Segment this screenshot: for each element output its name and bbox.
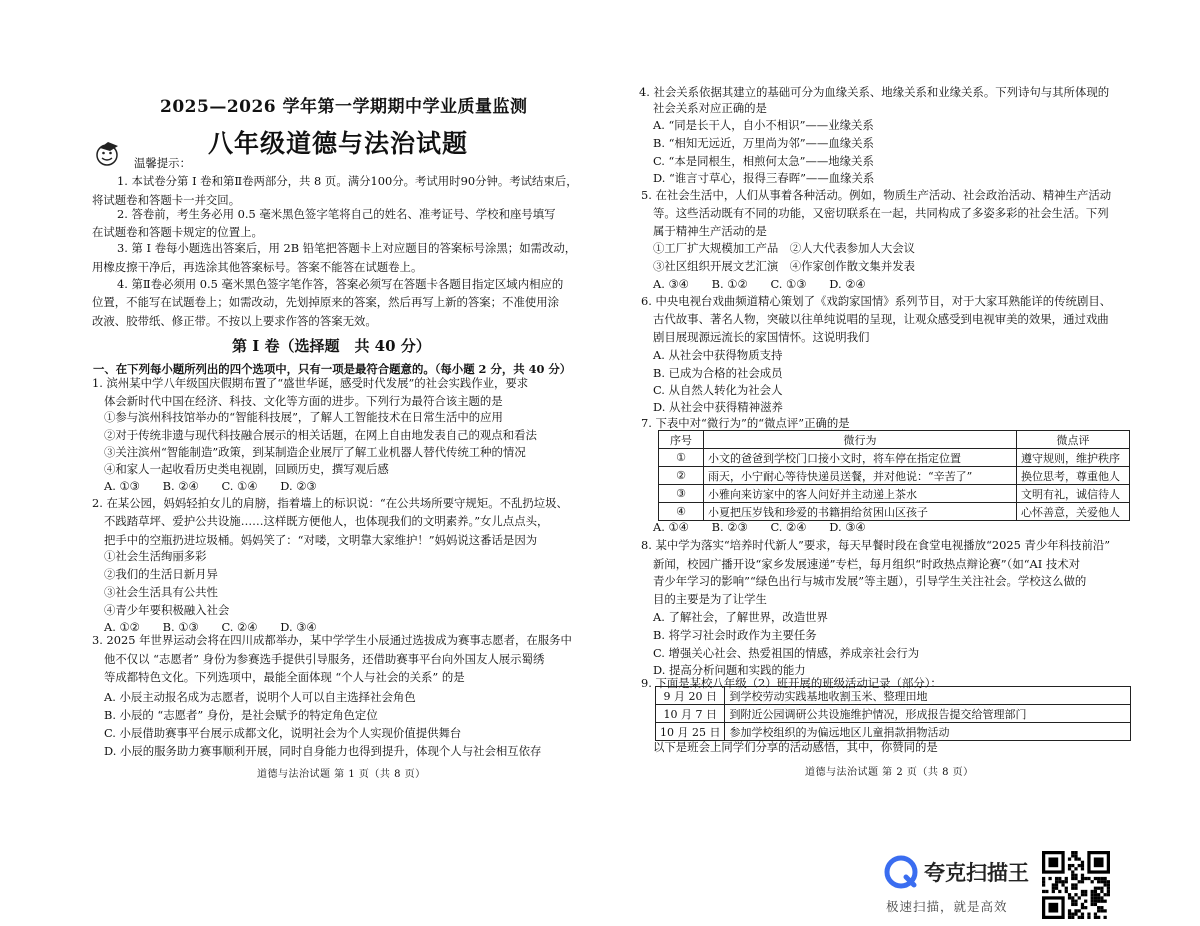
- question-line: 8. 某中学为落实“培养时代新人”要求，每天早餐时段在食堂电视播放“2025 青少年科技前沿”: [641, 538, 1111, 552]
- question-line: 体会新时代中国在经济、科技、文化等方面的进步。下列行为最符合该主题的是: [104, 394, 503, 408]
- question-line: 等。这些活动既有不同的功能，又密切联系在一起，共同构成了多姿多彩的社会生活。下列: [653, 206, 1109, 220]
- page-footer: 道德与法治试题 第 1 页（共 8 页）: [257, 769, 426, 780]
- table-cell: 小文的爸爸到学校门口接小文时，将车停在指定位置: [704, 449, 1017, 467]
- question-line: C. 从自然人转化为社会人: [653, 383, 783, 397]
- question-line: 以下是班会上同学们分享的活动感悟，其中，你赞同的是: [653, 740, 938, 754]
- table-cell: 小雅向来访家中的客人问好并主动递上茶水: [704, 485, 1017, 503]
- tip-line: 位置，不能写在试题卷上；如需改动，先划掉原来的答案，然后再写上新的答案；不准使用涂: [92, 295, 560, 309]
- qr-code-icon: [1042, 851, 1110, 919]
- subject-title: 八年级道德与法治试题: [208, 129, 469, 158]
- question-line: B. 小辰的 “志愿者” 身份，是社会赋予的特定角色定位: [104, 708, 378, 722]
- question-line: ②我们的生活日新月异: [104, 567, 218, 581]
- question-line: D. “谁言寸草心，报得三春晖”——血缘关系: [653, 171, 875, 185]
- question-line: ③关注滨州“智能制造”政策，到某制造企业展厅了解工业机器人替代传统工种的情况: [104, 445, 526, 459]
- table-cell: 到学校劳动实践基地收割玉米、整理田地: [725, 687, 1131, 705]
- question-line: D. 从社会中获得精神滋养: [653, 400, 783, 414]
- question-line: ②对于传统非遗与现代科技融合展示的相关话题，在网上自由地发表自己的观点和看法: [104, 428, 537, 442]
- question-line: 把手中的空瓶扔进垃圾桶。妈妈笑了：“对喽，文明靠大家维护！”妈妈说这番话是因为: [104, 533, 538, 547]
- table-row: [656, 687, 1131, 705]
- scanner-logo-icon: [884, 855, 918, 889]
- question-line: A. “同是长干人，自小不相识”——业缘关系: [653, 118, 874, 132]
- scanner-slogan: 极速扫描，就是高效: [886, 899, 1008, 914]
- table-cell: 心怀善意，关爱他人: [1017, 503, 1130, 521]
- question-line: B. 将学习社会时政作为主要任务: [653, 628, 817, 642]
- question-line: ①参与滨州科技馆举办的“智能科技展”，了解人工智能技术在日常生活中的应用: [104, 410, 503, 424]
- question-line: 5. 在社会生活中，人们从事着各种活动。例如，物质生产活动、社会政治活动、精神生产活动: [641, 188, 1112, 202]
- table-q9: [655, 686, 1131, 741]
- table-row: [659, 449, 1130, 467]
- question-line: B. 已成为合格的社会成员: [653, 366, 783, 380]
- smiley-icon: [94, 140, 122, 168]
- question-line: ③社会生活具有公共性: [104, 585, 218, 599]
- question-line: 社会关系对应正确的是: [653, 101, 767, 115]
- table-row: [659, 485, 1130, 503]
- table-header: 序号: [659, 431, 704, 449]
- page-2: [600, 0, 1200, 926]
- question-line: 4. 社会关系依据其建立的基础可分为血缘关系、地缘关系和业缘关系。下列诗句与其所体现的: [639, 85, 1110, 99]
- table-cell: ①: [659, 449, 704, 467]
- question-line: A. ①② B. ①③ C. ②④ D. ③④: [104, 620, 317, 634]
- question-line: A. 了解社会，了解世界，改造世界: [653, 610, 828, 624]
- question-line: 目的主要是为了让学生: [653, 592, 767, 606]
- question-line: C. 增强关心社会、热爱祖国的情感，养成亲社会行为: [653, 646, 920, 660]
- question-line: A. 小辰主动报名成为志愿者，说明个人可以自主选择社会角色: [104, 690, 416, 704]
- table-cell: ④: [659, 503, 704, 521]
- table-cell: 小夏把压岁钱和珍爱的书籍捐给贫困山区孩子: [704, 503, 1017, 521]
- question-line: 3. 2025 年世界运动会将在四川成都举办，某中学学生小辰通过选拔成为赛事志愿者，在服务中: [92, 633, 572, 647]
- table-cell: 雨天，小宁耐心等待快递员送餐，并对他说：“辛苦了”: [704, 467, 1017, 485]
- question-line: D. 提高分析问题和实践的能力: [653, 663, 806, 677]
- table-cell: ②: [659, 467, 704, 485]
- table-q7: [658, 430, 1130, 521]
- question-line: 属于精神生产活动的是: [653, 224, 767, 238]
- question-line: A. ①③ B. ②④ C. ①④ D. ②③: [104, 479, 317, 493]
- question-line: 青少年学习的影响”“绿色出行与城市发展”等主题），引导学生关注社会。学校这么做的: [653, 574, 1087, 588]
- question-line: 1. 滨州某中学八年级国庆假期布置了“盛世华诞，感受时代发展”的社会实践作业，要求: [92, 376, 529, 390]
- table-cell: 10 月 7 日: [656, 705, 725, 723]
- exam-header-line: 2025—2026 学年第一学期期中学业质量监测: [160, 97, 528, 117]
- table-cell: 到附近公园调研公共设施维护情况，形成报告提交给管理部门: [725, 705, 1131, 723]
- question-line: 剧目展现源远流长的家国情怀。这说明我们: [653, 330, 870, 344]
- tip-line: 用橡皮擦干净后，再选涂其他答案标号。答案不能答在试题卷上。: [92, 260, 423, 274]
- tip-line: 改液、胶带纸、修正带。不按以上要求作答的答案无效。: [92, 314, 377, 328]
- question-line: C. “本是同根生，相煎何太急”——地缘关系: [653, 154, 874, 168]
- page-footer: 道德与法治试题 第 2 页（共 8 页）: [805, 767, 974, 778]
- table-cell: 遵守规则，维护秩序: [1017, 449, 1130, 467]
- question-line: ④和家人一起收看历史类电视剧，回顾历史，撰写观后感: [104, 462, 389, 476]
- tip-line: 在试题卷和答题卡规定的位置上。: [92, 225, 263, 239]
- tip-line: 4. 第Ⅱ卷必须用 0.5 毫米黑色签字笔作答，答案必须写在答题卡各题目指定区域内相应的: [117, 277, 564, 291]
- question-line: 他不仅以 “志愿者” 身份为参赛选手提供引导服务，还借助赛事平台向外国友人展示蜀绣: [104, 652, 545, 666]
- question-line: ④青少年要积极融入社会: [104, 603, 230, 617]
- tip-line: 2. 答卷前，考生务必用 0.5 毫米黑色签字笔将自己的姓名、准考证号、学校和座号填写: [117, 207, 556, 221]
- table-row: [656, 705, 1131, 723]
- question-line: A. 从社会中获得物质支持: [653, 348, 783, 362]
- table-cell: 换位思考，尊重他人: [1017, 467, 1130, 485]
- table-row: [659, 467, 1130, 485]
- question-line: 7. 下表中对“微行为”的“微点评”正确的是: [641, 416, 850, 430]
- question-line: 2. 在某公园，妈妈轻拍女儿的肩膀，指着墙上的标识说：“在公共场所要守规矩。不乱扔垃圾、: [92, 496, 568, 510]
- question-line: B. “相知无远近，万里尚为邻”——血缘关系: [653, 136, 874, 150]
- question-line: ③社区组织开展文艺汇演 ④作家创作散文集并发表: [653, 259, 915, 273]
- table-cell: 10 月 25 日: [656, 723, 725, 741]
- question-line: A. ①④ B. ②③ C. ②④ D. ③④: [653, 520, 866, 534]
- question-line: 新闻，校园广播开设“家乡发展速递”专栏，每月组织“时政热点辩论赛”（如“AI 技术对: [653, 557, 1081, 571]
- question-line: 等成都特色文化。下列选项中，最能全面体现 “个人与社会的关系” 的是: [104, 670, 465, 684]
- question-line: A. ③④ B. ①② C. ①③ D. ②④: [653, 277, 866, 291]
- tips-title: 温馨提示：: [134, 156, 191, 170]
- scanner-brand: 夸克扫描王: [924, 861, 1029, 885]
- tip-line: 将试题卷和答题卡一并交回。: [92, 193, 241, 207]
- table-cell: 参加学校组织的为偏远地区儿童捐款捐物活动: [725, 723, 1131, 741]
- table-cell: ③: [659, 485, 704, 503]
- tip-line: 3. 第 I 卷每小题选出答案后，用 2B 铅笔把答题卡上对应题目的答案标号涂黑；如需改动，: [117, 241, 577, 255]
- question-line: 不践踏草坪、爱护公共设施……这样既方便他人，也体现我们的文明素养。”女儿点点头，: [104, 514, 549, 528]
- question-line: 6. 中央电视台戏曲频道精心策划了《戏韵家国情》系列节目，对于大家耳熟能详的传统剧目、: [641, 294, 1112, 308]
- tip-line: 1. 本试卷分第 I 卷和第Ⅱ卷两部分，共 8 页。满分100分。考试用时90分钟。考试结束后，: [117, 174, 578, 188]
- part-instruction: 一、在下列每小题所列出的四个选项中，只有一项是最符合题意的。（每小题 2 分，共 40 分）: [93, 362, 572, 376]
- question-line: 古代故事、著名人物，突破以往单纯说唱的呈现，让观众感受到电视审美的效果，通过戏曲: [653, 312, 1109, 326]
- scanner-watermark: [884, 851, 1034, 921]
- question-line: D. 小辰的服务助力赛事顺利开展，同时自身能力也得到提升，体现个人与社会相互依存: [104, 744, 542, 758]
- question-line: ①社会生活绚丽多彩: [104, 549, 207, 563]
- question-line: 9. 下面是某校八年级（2）班开展的班级活动记录（部分）：: [641, 676, 942, 690]
- question-line: C. 小辰借助赛事平台展示成都文化，说明社会为个人实现价值提供舞台: [104, 726, 462, 740]
- table-cell: 文明有礼，诚信待人: [1017, 485, 1130, 503]
- table-cell: 9 月 20 日: [656, 687, 725, 705]
- table-header: 微点评: [1017, 431, 1130, 449]
- table-header: 微行为: [704, 431, 1017, 449]
- question-line: ①工厂扩大规模加工产品 ②人大代表参加人大会议: [653, 241, 915, 255]
- section-title: 第 I 卷（选择题 共 40 分）: [232, 337, 431, 355]
